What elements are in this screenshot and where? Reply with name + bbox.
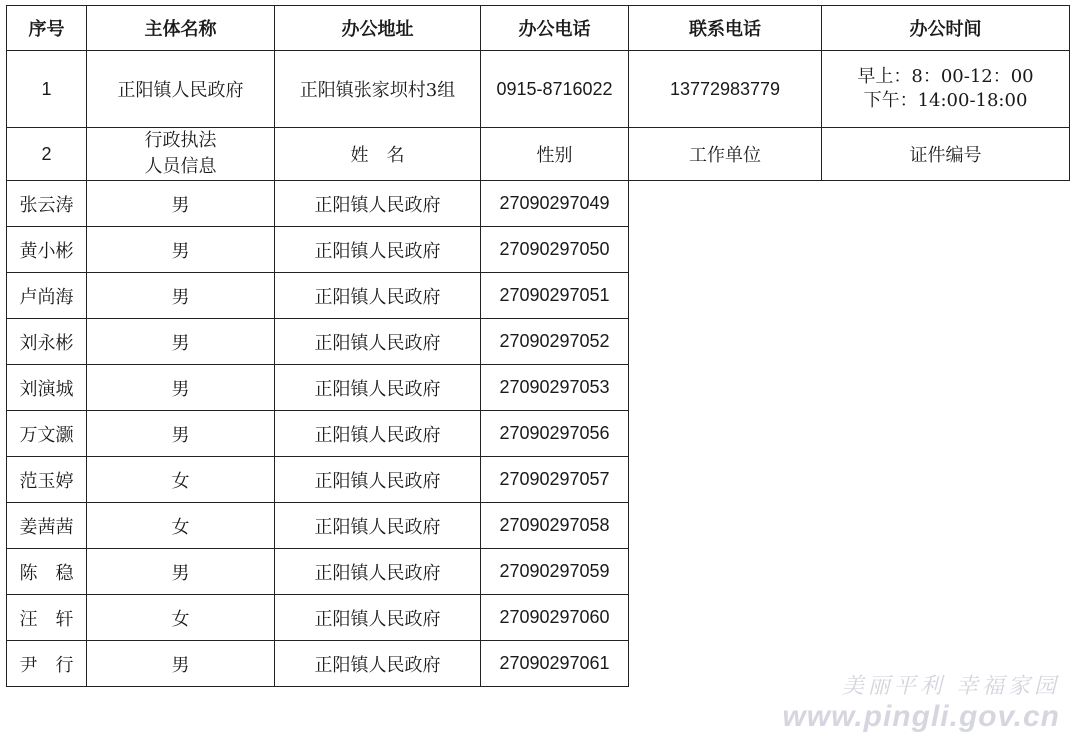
sub-header-gender: 性别	[481, 128, 629, 181]
table-row	[7, 457, 1070, 503]
person-name: 黄小彬	[7, 227, 87, 273]
row1-seq: 1	[7, 51, 87, 128]
person-gender: 女	[87, 595, 275, 641]
table-row	[7, 641, 1070, 687]
person-unit: 正阳镇人民政府	[275, 227, 481, 273]
person-name: 卢尚海	[7, 273, 87, 319]
table-row	[7, 503, 1070, 549]
person-cert: 27090297053	[481, 365, 629, 411]
group-line1: 行政执法	[144, 130, 217, 151]
person-cert: 27090297056	[481, 411, 629, 457]
person-name: 陈 稳	[7, 549, 87, 595]
person-gender: 女	[87, 457, 275, 503]
person-unit: 正阳镇人民政府	[275, 273, 481, 319]
header-contact-phone: 联系电话	[629, 6, 822, 51]
table-row	[7, 549, 1070, 595]
hours-morning: 早上：8：00-12：00	[857, 66, 1034, 87]
person-gender: 男	[87, 319, 275, 365]
sub-header-name: 姓 名	[275, 128, 481, 181]
watermark-url: www.pingli.gov.cn	[782, 700, 1060, 733]
person-unit: 正阳镇人民政府	[275, 319, 481, 365]
person-cert: 27090297057	[481, 457, 629, 503]
row2-group	[87, 128, 275, 181]
table-row	[7, 51, 1070, 128]
table-row	[7, 365, 1070, 411]
person-unit: 正阳镇人民政府	[275, 457, 481, 503]
person-unit: 正阳镇人民政府	[275, 365, 481, 411]
person-cert: 27090297061	[481, 641, 629, 687]
info-table	[6, 5, 1070, 687]
person-cert: 27090297058	[481, 503, 629, 549]
person-unit: 正阳镇人民政府	[275, 549, 481, 595]
person-name: 刘永彬	[7, 319, 87, 365]
person-cert: 27090297060	[481, 595, 629, 641]
person-gender: 男	[87, 549, 275, 595]
person-unit: 正阳镇人民政府	[275, 595, 481, 641]
person-cert: 27090297051	[481, 273, 629, 319]
person-unit: 正阳镇人民政府	[275, 411, 481, 457]
person-cert: 27090297052	[481, 319, 629, 365]
row1-office-phone: 0915-8716022	[481, 51, 629, 128]
person-unit: 正阳镇人民政府	[275, 181, 481, 227]
header-seq: 序号	[7, 6, 87, 51]
header-office-hours: 办公时间	[822, 6, 1070, 51]
person-gender: 男	[87, 411, 275, 457]
person-gender: 男	[87, 365, 275, 411]
table-row	[7, 319, 1070, 365]
row1-contact-phone: 13772983779	[629, 51, 822, 128]
table-row	[7, 227, 1070, 273]
sub-header-row	[7, 128, 1070, 181]
table-row	[7, 181, 1070, 227]
group-line2: 人员信息	[144, 156, 217, 177]
person-cert: 27090297050	[481, 227, 629, 273]
row1-address: 正阳镇张家坝村3组	[275, 51, 481, 128]
person-gender: 男	[87, 181, 275, 227]
row1-entity: 正阳镇人民政府	[87, 51, 275, 128]
watermark-slogan: 美丽平利 幸福家园	[841, 673, 1060, 698]
row1-office-hours	[822, 51, 1070, 128]
person-unit: 正阳镇人民政府	[275, 641, 481, 687]
person-name: 姜茜茜	[7, 503, 87, 549]
person-gender: 男	[87, 273, 275, 319]
header-row	[7, 6, 1070, 51]
person-name: 范玉婷	[7, 457, 87, 503]
person-name: 汪 轩	[7, 595, 87, 641]
person-name: 尹 行	[7, 641, 87, 687]
table-row	[7, 273, 1070, 319]
table-row	[7, 595, 1070, 641]
person-cert: 27090297049	[481, 181, 629, 227]
person-gender: 男	[87, 641, 275, 687]
person-gender: 女	[87, 503, 275, 549]
sub-header-unit: 工作单位	[629, 128, 822, 181]
person-cert: 27090297059	[481, 549, 629, 595]
table-row	[7, 411, 1070, 457]
header-entity: 主体名称	[87, 6, 275, 51]
person-name: 张云涛	[7, 181, 87, 227]
person-gender: 男	[87, 227, 275, 273]
header-office-phone: 办公电话	[481, 6, 629, 51]
row2-seq: 2	[7, 128, 87, 181]
person-unit: 正阳镇人民政府	[275, 503, 481, 549]
header-address: 办公地址	[275, 6, 481, 51]
person-name: 万文灏	[7, 411, 87, 457]
hours-afternoon: 下午：14:00-18:00	[863, 90, 1028, 111]
sub-header-cert: 证件编号	[822, 128, 1070, 181]
person-name: 刘演城	[7, 365, 87, 411]
